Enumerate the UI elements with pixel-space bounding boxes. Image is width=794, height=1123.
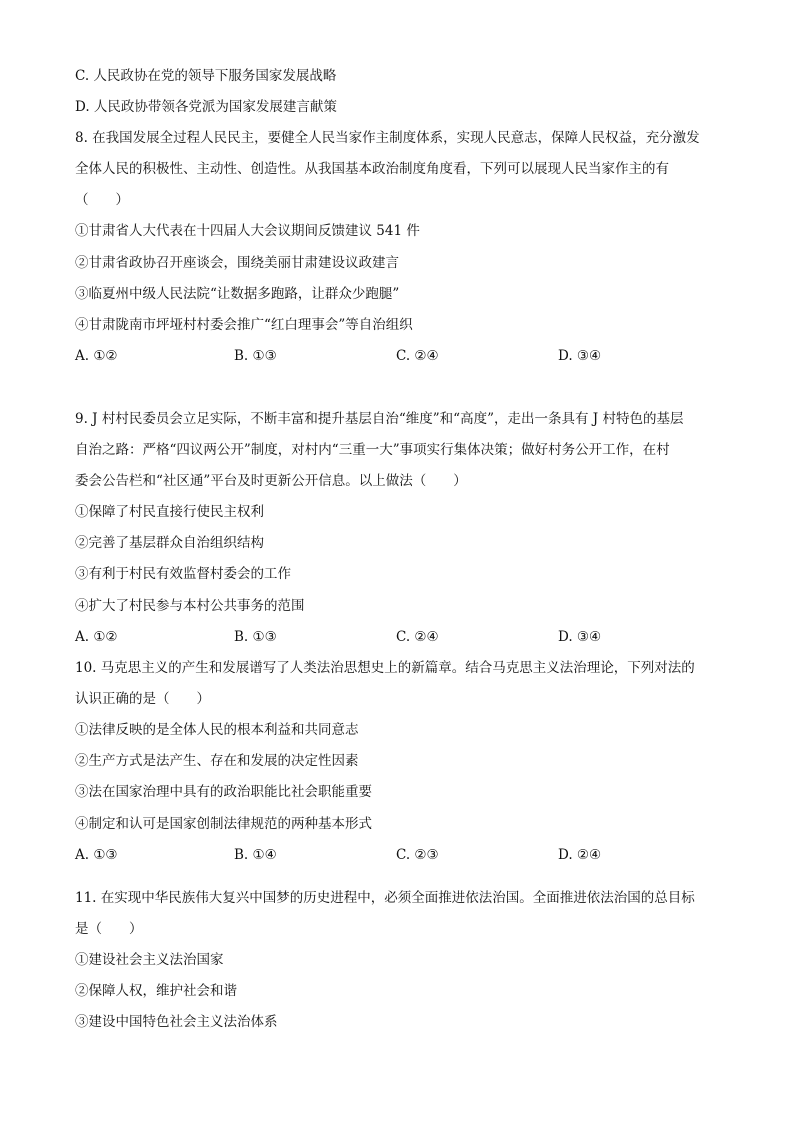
q8-option-a: A. ①② bbox=[75, 348, 118, 364]
q11-stem-line-1: 11. 在实现中华民族伟大复兴中国梦的历史进程中，必须全面推进依法治国。全面推进依法治国的总目标 bbox=[75, 890, 695, 906]
q10-item-1: ①法律反映的是全体人民的根本利益和共同意志 bbox=[75, 722, 359, 738]
q10-stem-line-2: 认识正确的是（ ） bbox=[75, 691, 210, 707]
q8-item-2: ②甘肃省政协召开座谈会，围绕美丽甘肃建设议政建言 bbox=[75, 255, 399, 271]
q10-item-3: ③法在国家治理中具有的政治职能比社会职能重要 bbox=[75, 784, 372, 800]
q9-stem-line-1: 9. J 村村民委员会立足实际，不断丰富和提升基层自治“维度”和“高度”，走出一条具有 J 村特色的基层 bbox=[75, 411, 684, 427]
q8-stem-line-2: 全体人民的积极性、主动性、创造性。从我国基本政治制度角度看，下列可以展现人民当家作主的有 bbox=[75, 161, 669, 177]
q9-option-a: A. ①② bbox=[75, 629, 118, 645]
q7-option-c: C. 人民政协在党的领导下服务国家发展战略 bbox=[75, 68, 337, 84]
q9-item-1: ①保障了村民直接行使民主权利 bbox=[75, 504, 264, 520]
q10-option-b: B. ①④ bbox=[234, 847, 277, 863]
q8-stem-line-3: （ ） bbox=[75, 192, 129, 208]
q10-item-2: ②生产方式是法产生、存在和发展的决定性因素 bbox=[75, 753, 359, 769]
q8-item-3: ③临夏州中级人民法院“让数据多跑路，让群众少跑腿” bbox=[75, 286, 400, 302]
q9-item-3: ③有利于村民有效监督村委会的工作 bbox=[75, 566, 291, 582]
q8-item-1: ①甘肃省人大代表在十四届人大会议期间反馈建议 541 件 bbox=[75, 223, 420, 239]
q10-option-a: A. ①③ bbox=[75, 847, 118, 863]
q8-option-c: C. ②④ bbox=[396, 348, 439, 364]
q11-item-3: ③建设中国特色社会主义法治体系 bbox=[75, 1014, 278, 1030]
q9-option-b: B. ①③ bbox=[234, 629, 277, 645]
q8-stem-line-1: 8. 在我国发展全过程人民民主，要健全人民当家作主制度体系，实现人民意志，保障人民权益，充分激发 bbox=[75, 130, 700, 146]
q9-option-c: C. ②④ bbox=[396, 629, 439, 645]
q11-item-2: ②保障人权，维护社会和谐 bbox=[75, 983, 237, 999]
q10-option-c: C. ②③ bbox=[396, 847, 439, 863]
q9-stem-line-2: 自治之路：严格“四议两公开”制度，对村内“三重一大”事项实行集体决策；做好村务公开工作，在村 bbox=[75, 442, 670, 458]
q10-stem-line-1: 10. 马克思主义的产生和发展谱写了人类法治思想史上的新篇章。结合马克思主义法治理论，下列对法的 bbox=[75, 660, 695, 676]
q9-stem-line-3: 委会公告栏和“社区通”平台及时更新公开信息。以上做法（ ） bbox=[75, 473, 467, 489]
q11-item-1: ①建设社会主义法治国家 bbox=[75, 952, 224, 968]
q11-stem-line-2: 是（ ） bbox=[75, 921, 143, 937]
q10-item-4: ④制定和认可是国家创制法律规范的两种基本形式 bbox=[75, 816, 372, 832]
q8-item-4: ④甘肃陇南市坪垭村村委会推广“红白理事会”等自治组织 bbox=[75, 317, 413, 333]
q8-option-b: B. ①③ bbox=[234, 348, 277, 364]
q8-option-d: D. ③④ bbox=[558, 348, 602, 364]
q7-option-d: D. 人民政协带领各党派为国家发展建言献策 bbox=[75, 99, 337, 115]
q9-item-2: ②完善了基层群众自治组织结构 bbox=[75, 535, 264, 551]
q9-option-d: D. ③④ bbox=[558, 629, 602, 645]
q9-item-4: ④扩大了村民参与本村公共事务的范围 bbox=[75, 598, 305, 614]
q10-option-d: D. ②④ bbox=[558, 847, 602, 863]
